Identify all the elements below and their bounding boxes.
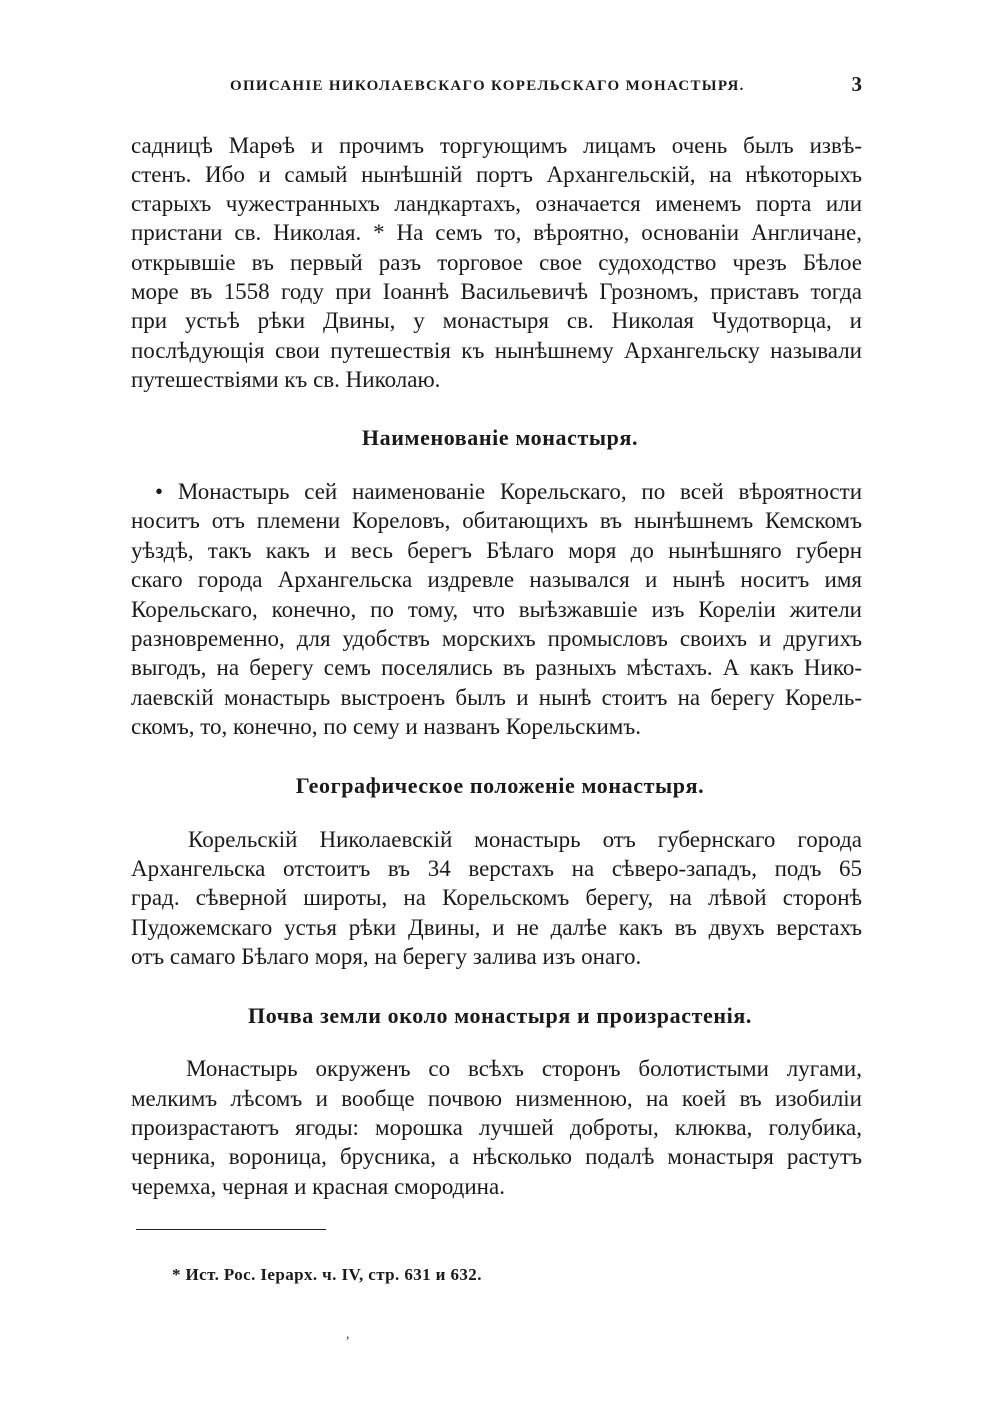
page-number: 3: [851, 72, 862, 96]
text-line: старыхъ чужестранныхъ ландкартахъ, означается именемъ порта или: [131, 191, 862, 216]
text-line: град. сѣверной широты, на Корельскомъ берегу, на лѣвой сторонѣ: [131, 885, 862, 910]
text-line: отъ самаго Бѣлаго моря, на берегу залива изъ онаго.: [131, 944, 642, 969]
text-line: лаевскій монастырь выстроенъ былъ и нынѣ стоитъ на берегу Корель-: [131, 685, 862, 710]
text-line: послѣдующія свои путешествія къ нынѣшнему Архангельску называли: [131, 338, 862, 363]
running-title: ОПИСАНІЕ НИКОЛАЕВСКАГО КОРЕЛЬСКАГО МОНАСТЫРЯ.: [230, 78, 745, 94]
text-line: Корельскій Николаевскій монастырь отъ губернскаго города: [188, 827, 862, 852]
footnote-rule: [136, 1229, 326, 1230]
text-line: разновременно, для удобствъ морскихъ промысловъ своихъ и другихъ: [131, 626, 862, 651]
text-line: стенъ. Ибо и самый нынѣшній портъ Архангельскій, на нѣкоторыхъ: [131, 162, 862, 187]
section-heading: Наименованіе монастыря.: [361, 425, 639, 450]
text-line: носитъ отъ племени Кореловъ, обитающихъ въ нынѣшнемъ Кемскомъ: [131, 508, 862, 533]
text-line: при устьѣ рѣки Двины, у монастыря св. Николая Чудотворца, и: [131, 308, 862, 333]
text-line: черемха, черная и красная смородина.: [131, 1174, 505, 1199]
text-line: выгодъ, на берегу семъ поселялись въ разныхъ мѣстахъ. А какъ Нико-: [131, 655, 862, 680]
text-line: Монастырь окруженъ со всѣхъ сторонъ болотистыми лугами,: [186, 1056, 862, 1081]
text-line: путешествіями къ св. Николаю.: [131, 367, 441, 392]
section-heading: Почва земли около монастыря и произрастенія.: [248, 1003, 752, 1028]
text-line: • Монастырь сей наименованіе Корельскаго, по всей вѣроятности: [155, 479, 862, 504]
text-line: черника, вороница, брусника, а нѣсколько подалѣ монастыря растутъ: [131, 1144, 862, 1169]
text-line: скаго города Архангельска издревле назывался и нынѣ носитъ имя: [131, 567, 862, 592]
text-line: Архангельска отстоитъ въ 34 верстахъ на сѣверо-западъ, подъ 65: [131, 856, 862, 881]
text-line: произрастаютъ ягоды: морошка лучшей доброты, клюква, голубика,: [131, 1115, 862, 1140]
text-line: садницѣ Марѳѣ и прочимъ торгующимъ лицамъ очень былъ извѣ-: [131, 133, 862, 158]
text-line: уѣздѣ, такъ какъ и весь берегъ Бѣлаго моря до нынѣшняго губерн: [131, 538, 862, 563]
text-line: пристани св. Николая. * На семъ то, вѣроятно, основаніи Англичане,: [131, 220, 862, 245]
text-line: Пудожемскаго устья рѣки Двины, и не далѣе какъ въ двухъ верстахъ: [131, 915, 862, 940]
section-heading: Географическое положеніе монастыря.: [295, 773, 705, 798]
print-speck: ,: [346, 1327, 350, 1342]
text-line: открывшіе въ первый разъ торговое свое судоходство чрезъ Бѣлое: [131, 250, 862, 275]
text-line: Корельскаго, конечно, по тому, что выѣзжавшіе изъ Кореліи жители: [131, 597, 862, 622]
text-line: море въ 1558 году при Іоаннѣ Васильевичѣ Грозномъ, приставъ тогда: [131, 279, 862, 304]
text-line: мелкимъ лѣсомъ и вообще почвою низменною, на коей въ изобиліи: [131, 1086, 862, 1111]
footnote: * Ист. Рос. Іерарх. ч. IV, стр. 631 и 632.: [172, 1265, 482, 1284]
text-line: скомъ, то, конечно, по сему и названъ Корельскимъ.: [131, 714, 641, 739]
